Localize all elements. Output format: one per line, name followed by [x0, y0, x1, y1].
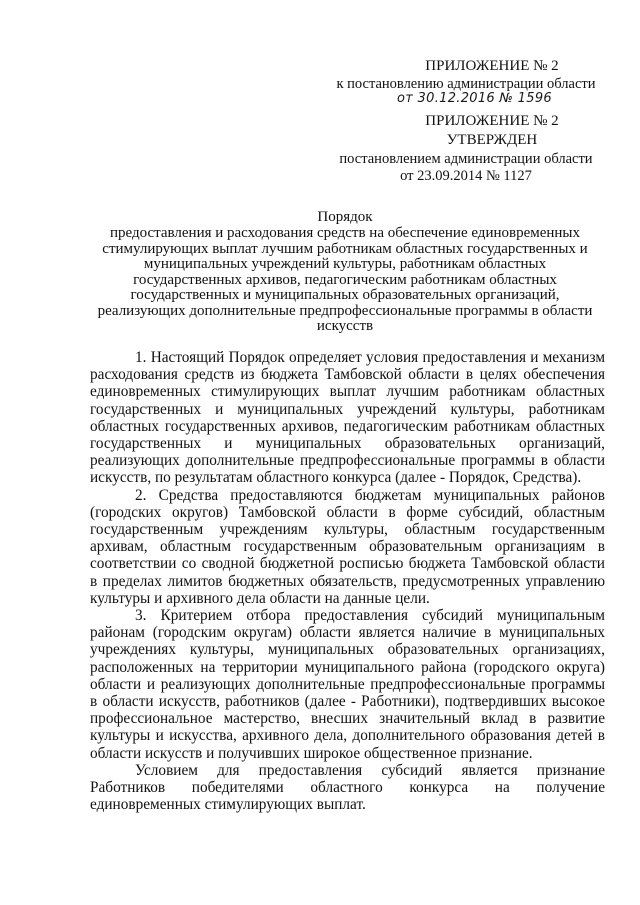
document-body — [90, 349, 605, 813]
order-title: Порядок — [317, 209, 373, 225]
paragraph-4: Условием для предоставления субсидий является признание Работников победителями областного конкурса на получение единовременных стимулирующих выплат. — [90, 761, 605, 814]
approved-by: постановлением администрации области — [339, 151, 593, 167]
appendix-original-title: ПРИЛОЖЕНИЕ № 2 — [425, 113, 559, 129]
appendix-current-title: ПРИЛОЖЕНИЕ № 2 — [425, 58, 559, 74]
approval-date-number: от 23.09.2014 № 1127 — [400, 168, 532, 184]
paragraph-2: 2. Средства предоставляются бюджетам муниципальных районов (городских округов) Тамбовской области в форме субсидий, областным государственным учреждениям культуры, областным государственным архивам, областным государственным образовательным организациям в соответствии со сводной бюджетной росписью бюджета Тамбовской области в пределах лимитов бюджетных обязательств, предусмотренных управлению культуры и архивного дела области на данные цели. — [90, 486, 605, 607]
paragraph-3: 3. Критерием отбора предоставления субсидий муниципальным районам (городским округам) области является наличие в муниципальных учреждениях культуры, муниципальных образовательных организациях, расположенных на территории муниципального района (городского округа) области и реализующих дополнительные предпрофессиональные программы в области искусств, работников (далее - Работники), подтвердивших высокое профессиональное мастерство, внесших значительный вклад в развитие культуры и искусства, архивного дела, дополнительного образования детей в области искусств и получивших широкое общественное признание. — [90, 607, 605, 762]
paragraph-1: 1. Настоящий Порядок определяет условия предоставления и механизм расходования средств из бюджета Тамбовской области в целях обеспечения единовременных стимулирующих выплат лучшим работникам областных государственных и муниципальных учреждений культуры, работникам областных государственных архивов, педагогическим работникам областных государственных и муниципальных образовательных организаций, реализующих дополнительные предпрофессиональные программы в области искусств, по результатам областного конкурса (далее - Порядок, Средства). — [90, 349, 605, 487]
approved-label: УТВЕРЖДЕН — [446, 132, 538, 148]
handwritten-date-number: от 30.12.2016 № 1596 — [397, 91, 552, 106]
appendix-current-subtitle: к постановлению администрации области — [336, 76, 596, 92]
order-subtitle: предоставления и расходования средств на обеспечение единовременных стимулирующих выплат лучшим работникам областных государственных и муниципальных учреждений культуры, работникам областных государственных архивов, педагогическим работникам областных государственных и муниципальных образовательных организаций, реализующих дополнительные предпрофессиональные программы в области искусств — [97, 225, 593, 334]
